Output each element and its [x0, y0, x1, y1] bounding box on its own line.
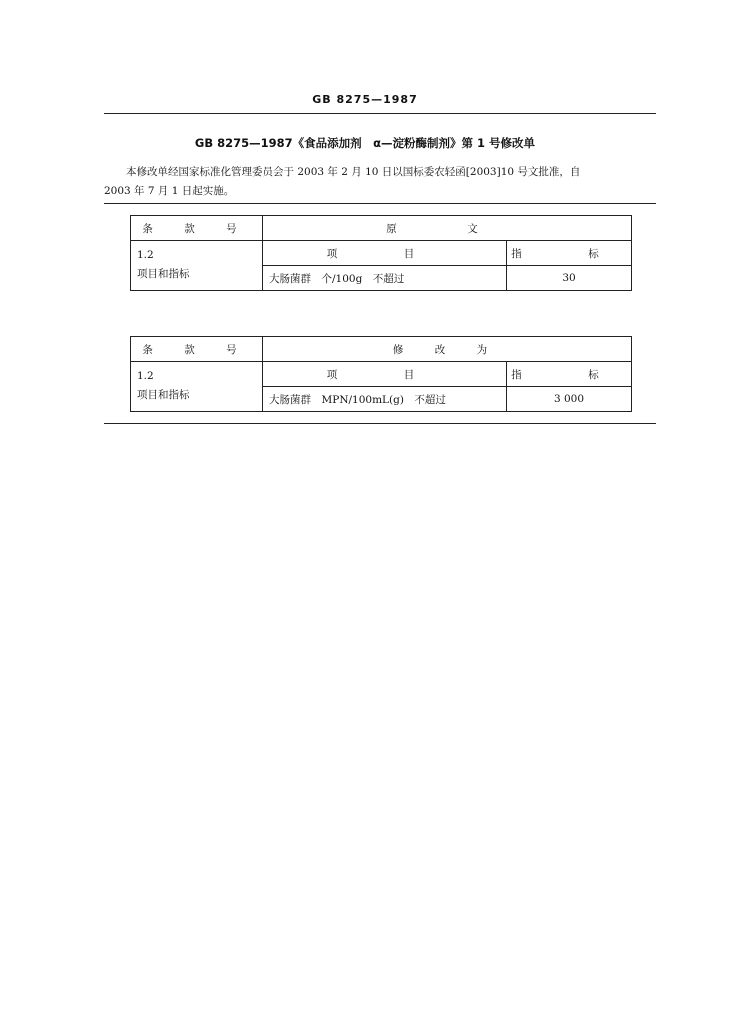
table-header-row [131, 337, 632, 362]
clause-number-header: 条 款 号 [131, 337, 263, 362]
item-header: 项 目 [263, 362, 507, 387]
clause-name: 项目和指标 [137, 389, 190, 401]
index-header: 指 标 [507, 241, 632, 266]
item-header: 项 目 [263, 241, 507, 266]
clause-number: 1.2 [137, 249, 154, 261]
intro-line-1: 本修改单经国家标准化管理委员会于 2003 年 2 月 10 日以国标委农轻函[2003]10 号文批准，自 [126, 166, 581, 178]
intro-line-2: 2003 年 7 月 1 日起实施。 [104, 185, 235, 197]
footer-rule [104, 423, 656, 424]
header-rule [104, 113, 656, 114]
intro-paragraph [104, 163, 658, 201]
original-text-header: 原 文 [263, 216, 632, 241]
table-row [131, 362, 632, 387]
item-value: 大肠菌群 个/100g 不超过 [263, 266, 507, 291]
document-number-header: GB 8275—1987 [312, 93, 418, 106]
clause-name: 项目和指标 [137, 268, 190, 280]
amendment-title: GB 8275—1987《食品添加剂 α—淀粉酶制剂》第 1 号修改单 [194, 136, 536, 150]
index-header: 指 标 [507, 362, 632, 387]
amended-text-header: 修 改 为 [263, 337, 632, 362]
index-value: 30 [507, 266, 632, 291]
clause-cell [131, 241, 263, 291]
table-row [131, 241, 632, 266]
intro-rule [104, 203, 656, 204]
index-value: 3 000 [507, 387, 632, 412]
clause-cell [131, 362, 263, 412]
item-value: 大肠菌群 MPN/100mL(g) 不超过 [263, 387, 507, 412]
clause-number: 1.2 [137, 370, 154, 382]
clause-number-header: 条 款 号 [131, 216, 263, 241]
table-header-row [131, 216, 632, 241]
original-text-table [130, 215, 632, 291]
amended-text-table [130, 336, 632, 412]
